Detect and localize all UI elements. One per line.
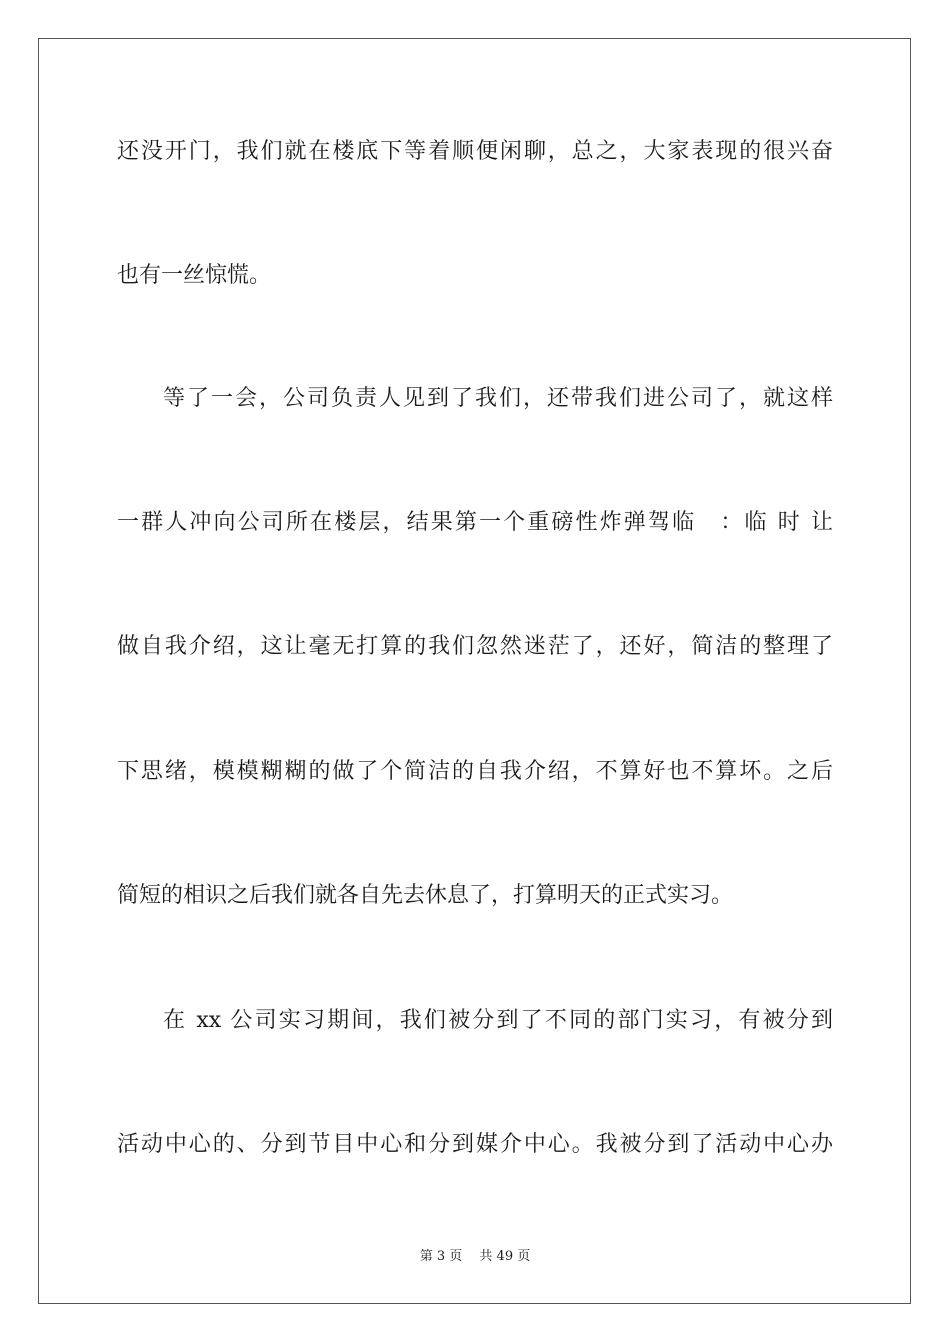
paragraph-2-line-4: 下思绪，模模糊糊的做了个简洁的自我介绍，不算好也不算坏。之后 — [117, 759, 833, 784]
page-number-footer: 第 3 页 共 49 页 — [419, 1249, 531, 1264]
paragraph-2-line-1: 等了一会，公司负责人见到了我们，还带我们进公司了，就这样 — [163, 386, 833, 411]
paragraph-2-line-5: 简短的相识之后我们就各自先去休息了，打算明天的正式实习。 — [117, 883, 734, 908]
paragraph-3-line-2: 活动中心的、分到节目中心和分到媒介中心。我被分到了活动中心办 — [117, 1132, 833, 1157]
page-border — [38, 38, 911, 1304]
paragraph-1-line-1: 还没开门，我们就在楼底下等着顺便闲聊，总之，大家表现的很兴奋 — [117, 139, 833, 164]
paragraph-3-line-1: 在 xx 公司实习期间，我们被分到了不同的部门实习，有被分到 — [163, 1008, 833, 1033]
paragraph-2-line-3: 做自我介绍，这让毫无打算的我们忽然迷茫了，还好，简洁的整理了 — [117, 634, 833, 659]
paragraph-2-line-2: 一群人冲向公司所在楼层，结果第一个重磅性炸弹驾临 ：临 时 让 — [117, 510, 833, 535]
paragraph-1-line-2: 也有一丝惊慌。 — [117, 263, 272, 288]
